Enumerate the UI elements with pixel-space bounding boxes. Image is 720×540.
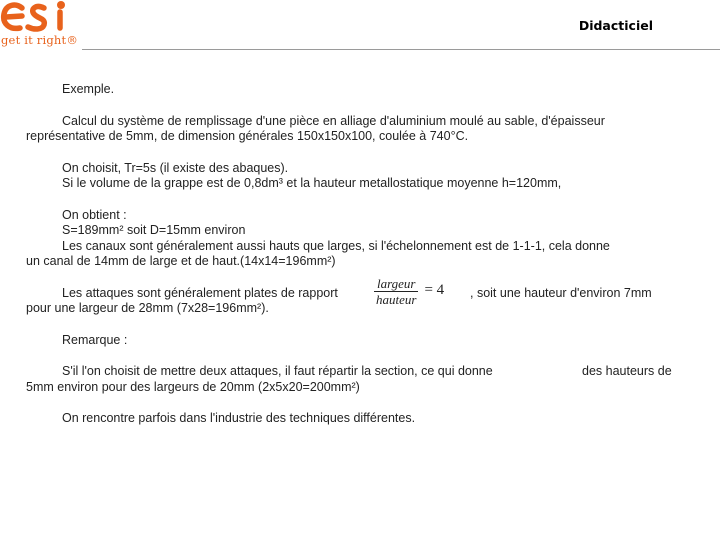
paragraph-canals-cont: un canal de 14mm de large et de haut.(14x14=196mm²) [26, 254, 336, 268]
attacks-height: , soit une hauteur d'environ 7mm [470, 285, 652, 300]
attacks-text: Les attaques sont généralement plates de rapport [62, 285, 338, 300]
remark-row [26, 364, 688, 380]
intro-line-1: Calcul du système de remplissage d'une pièce en alliage d'aluminium moulé au sable, d'épaisseur [62, 113, 605, 128]
attacks-width: pour une largeur de 28mm (7x28=196mm²). [26, 301, 269, 315]
paragraph-section: S=189mm² soit D=15mm environ [62, 223, 246, 237]
remark-text: S'il l'on choisit de mettre deux attaques, il faut répartir la section, ce qui donne [62, 364, 493, 378]
remark-text-cont: 5mm environ pour des largeurs de 20mm (2x5x20=200mm²) [26, 379, 360, 394]
intro-line-2: représentative de 5mm, de dimension générales 150x150x100, coulée à 740°C. [26, 129, 469, 143]
esi-logo [0, 0, 82, 50]
remark-heights: des hauteurs de [582, 364, 672, 378]
page-title: Didacticiel [578, 18, 653, 33]
esi-logo-mark [0, 0, 74, 34]
fraction-numerator: largeur [376, 275, 416, 291]
paragraph-canals: Les canaux sont généralement aussi hauts que larges, si l'échelonnement est de 1-1-1, cela donne [62, 238, 610, 253]
ratio-formula [374, 276, 444, 307]
paragraph-example: Exemple. [62, 82, 115, 96]
attacks-row [26, 275, 688, 307]
logo-tagline: get it right® [1, 33, 79, 47]
document-body [26, 82, 688, 427]
paragraph-choice: On choisit, Tr=5s (il existe des abaques). [62, 160, 289, 175]
ratio-fraction [374, 276, 418, 307]
paragraph-result-label: On obtient : [62, 207, 127, 222]
fraction-denominator: hauteur [376, 291, 417, 307]
paragraph-intro [26, 114, 688, 130]
header-divider [82, 49, 720, 50]
paragraph-volume: Si le volume de la grappe est de 0,8dm³ et la hauteur metallostatique moyenne h=120mm, [62, 176, 562, 190]
paragraph-remark: Remarque : [62, 332, 128, 347]
paragraph-industry: On rencontre parfois dans l'industrie des techniques différentes. [62, 411, 416, 425]
fraction-equals: = 4 [424, 282, 445, 299]
